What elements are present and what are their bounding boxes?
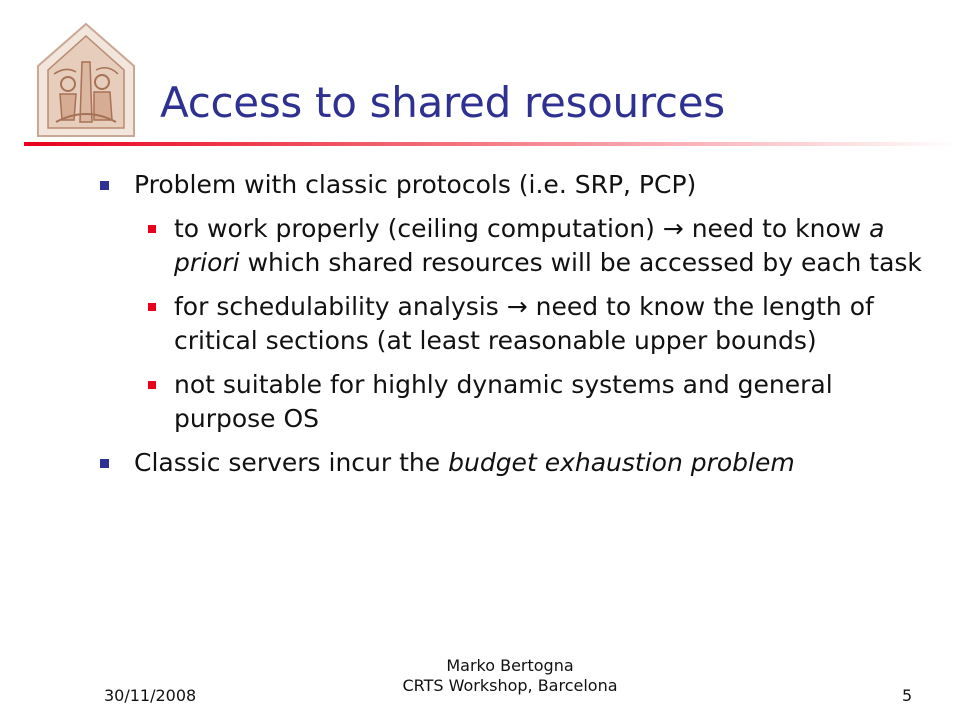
- bullet-text-italic: a priori: [174, 214, 885, 277]
- footer-page-number: 5: [902, 686, 913, 705]
- sub-bullet-item: [98, 212, 938, 280]
- bullet-text: Problem with classic protocols (i.e. SRP, PCP): [134, 170, 697, 199]
- bullet-text: Classic servers incur the: [134, 448, 449, 477]
- square-bullet-icon: [100, 459, 109, 468]
- square-bullet-icon: [100, 181, 109, 190]
- bullet-text: to work properly (ceiling computation) → need to know: [174, 214, 870, 243]
- footer-center: [380, 656, 640, 696]
- bullet-text: which shared resources will be accessed by each task: [239, 248, 922, 277]
- bullet-text: for schedulability analysis → need to know the length of critical sections (at least reasonable upper bounds): [174, 292, 874, 355]
- bullet-item: [98, 446, 938, 480]
- title-divider: [24, 142, 960, 146]
- square-bullet-icon: [148, 303, 156, 311]
- footer-date: 30/11/2008: [104, 686, 197, 705]
- bullet-item: [98, 168, 938, 202]
- sub-bullet-item: [98, 368, 938, 436]
- bullet-text: not suitable for highly dynamic systems and general purpose OS: [174, 370, 833, 433]
- footer-author: Marko Bertogna: [446, 656, 574, 675]
- square-bullet-icon: [148, 225, 156, 233]
- footer-event: CRTS Workshop, Barcelona: [402, 676, 618, 695]
- sub-bullet-item: [98, 290, 938, 358]
- square-bullet-icon: [148, 381, 156, 389]
- slide-title: Access to shared resources: [160, 78, 725, 127]
- bullet-list: [98, 168, 938, 490]
- bullet-text-italic: budget exhaustion problem: [448, 448, 795, 477]
- house-shaped-relief-logo: [36, 22, 136, 138]
